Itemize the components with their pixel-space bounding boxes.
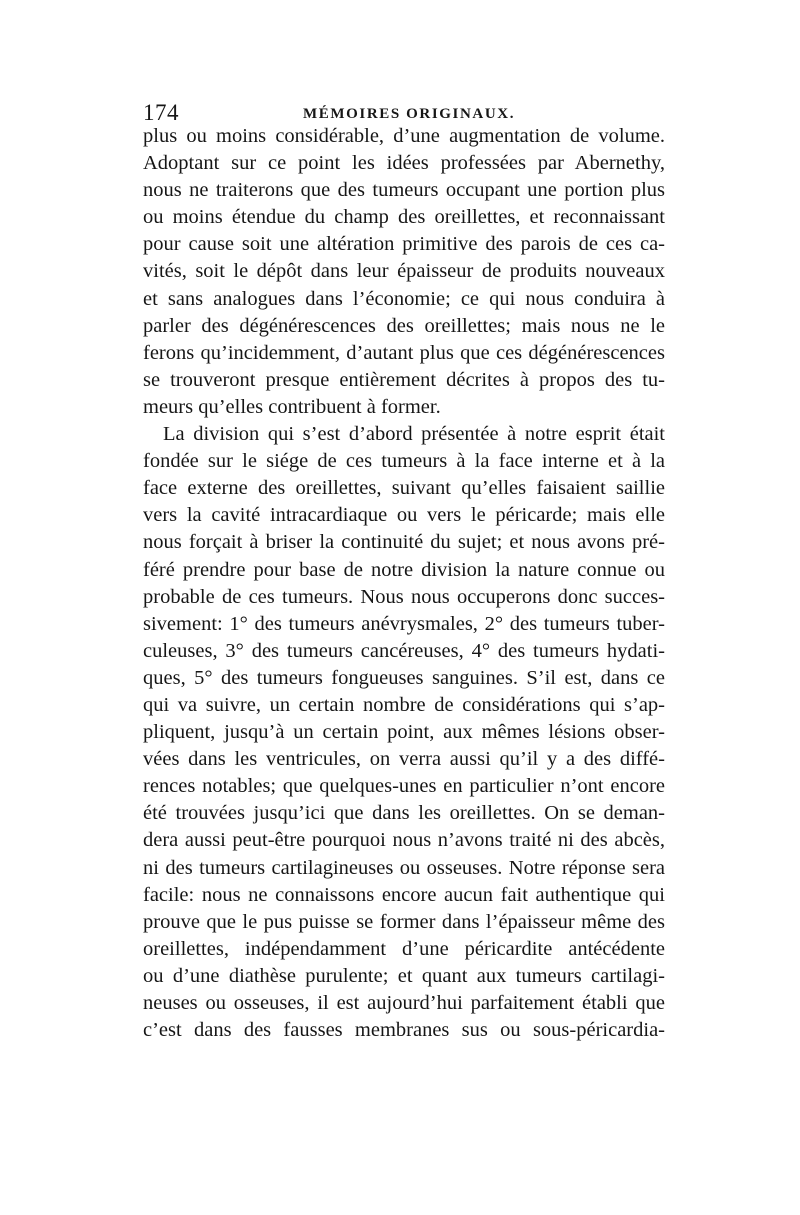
text-line: nous ne traiterons que des tumeurs occupant une portion plus bbox=[143, 179, 665, 202]
text-line: parler des dégénérescences des oreillettes; mais nous ne le bbox=[143, 314, 665, 337]
text-line: rences notables; que quelques-unes en particulier n’ont encore bbox=[143, 775, 665, 798]
text-line: vers la cavité intracardiaque ou vers le péricarde; mais elle bbox=[143, 504, 665, 527]
text-line: sivement: 1° des tumeurs anévrysmales, 2° des tumeurs tuber- bbox=[143, 612, 665, 635]
text-line: pour cause soit une altération primitive des parois de ces ca- bbox=[143, 233, 665, 256]
text-line: été trouvées jusqu’ici que dans les oreillettes. On se deman- bbox=[143, 802, 665, 825]
text-line: fondée sur le siége de ces tumeurs à la face interne et à la bbox=[143, 450, 665, 473]
text-line: plus ou moins considérable, d’une augmentation de volume. bbox=[143, 125, 665, 147]
text-line: face externe des oreillettes, suivant qu’elles faisaient saillie bbox=[143, 477, 665, 500]
text-line: neuses ou osseuses, il est aujourd’hui parfaitement établi que bbox=[143, 992, 665, 1014]
text-line: se trouveront presque entièrement décrites à propos des tu- bbox=[143, 368, 665, 391]
text-line: dera aussi peut-être pourquoi nous n’avons traité ni des abcès, bbox=[143, 829, 665, 852]
text-line: ou d’une diathèse purulente; et quant aux tumeurs cartilagi- bbox=[143, 964, 665, 987]
text-line: et sans analogues dans l’économie; ce qui nous conduira à bbox=[143, 287, 665, 310]
text-line: facile: nous ne connaissons encore aucun fait authentique qui bbox=[143, 883, 665, 906]
text-line: c’est dans des fausses membranes sus ou sous-péricardia- bbox=[143, 1019, 665, 1042]
text-line: probable de ces tumeurs. Nous nous occuperons donc succes- bbox=[143, 585, 665, 608]
text-line: nous forçait à briser la continuité du sujet; et nous avons pré- bbox=[143, 531, 665, 554]
text-line: vités, soit le dépôt dans leur épaisseur de produits nouveaux bbox=[143, 260, 665, 283]
text-line: meurs qu’elles contribuent à former. bbox=[143, 395, 441, 418]
text-line: ques, 5° des tumeurs fongueuses sanguines. S’il est, dans ce bbox=[143, 666, 665, 689]
text-line: Adoptant sur ce point les idées professées par Abernethy, bbox=[143, 152, 665, 175]
text-line: oreillettes, indépendamment d’une péricardite antécédente bbox=[143, 937, 665, 960]
text-line: ni des tumeurs cartilagineuses ou osseuses. Notre réponse sera bbox=[143, 856, 665, 879]
body-text bbox=[143, 123, 665, 1044]
text-line: culeuses, 3° des tumeurs cancéreuses, 4° des tumeurs hydati- bbox=[143, 639, 665, 662]
text-line: qui va suivre, un certain nombre de considérations qui s’ap- bbox=[143, 693, 665, 716]
text-line: pliquent, jusqu’à un certain point, aux mêmes lésions obser- bbox=[143, 721, 665, 744]
text-line: féré prendre pour base de notre division la nature connue ou bbox=[143, 558, 665, 581]
running-head: MÉMOIRES ORIGINAUX. bbox=[303, 106, 516, 122]
text-line: vées dans les ventricules, on verra aussi qu’il y a des diffé- bbox=[143, 748, 665, 771]
page-number: 174 bbox=[143, 100, 179, 125]
text-line: ferons qu’incidemment, d’autant plus que ces dégénérescences bbox=[143, 341, 665, 364]
text-line: La division qui s’est d’abord présentée à notre esprit était bbox=[163, 423, 665, 446]
text-line: prouve que le pus puisse se former dans l’épaisseur même des bbox=[143, 910, 665, 933]
text-line: ou moins étendue du champ des oreillettes, et reconnaissant bbox=[143, 206, 665, 229]
